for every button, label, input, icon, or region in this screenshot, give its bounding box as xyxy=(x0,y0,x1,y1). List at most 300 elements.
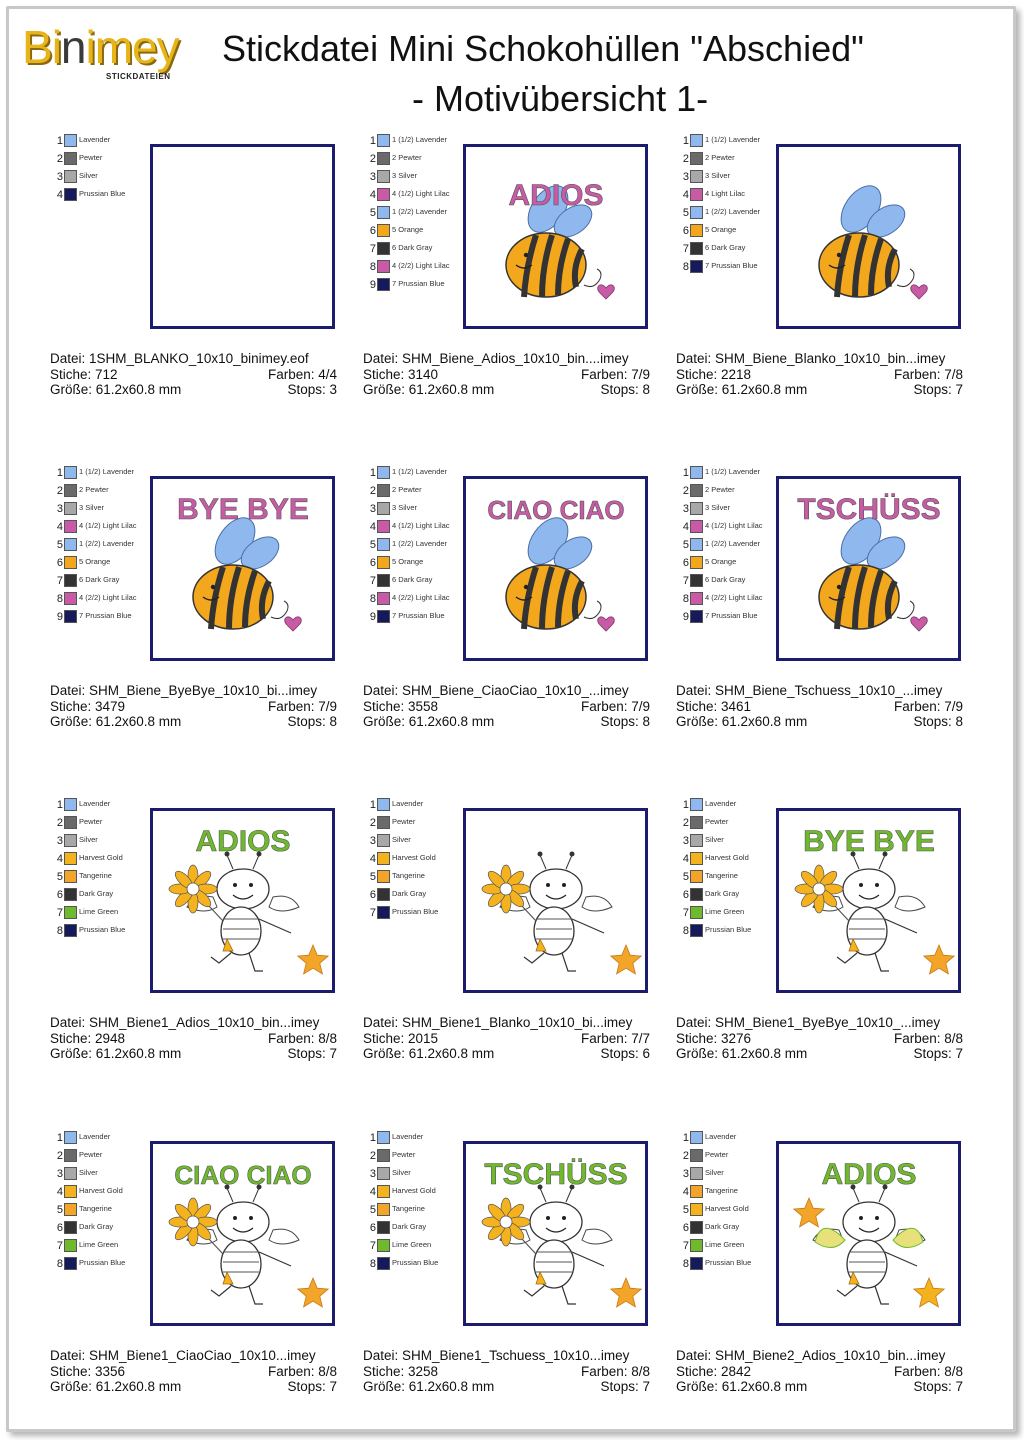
color-swatch xyxy=(64,816,77,829)
bee-illustration xyxy=(819,511,914,629)
stitch-count-value: Farben: 8/8 xyxy=(893,1363,963,1379)
file-name-label: Datei: SHM_Biene_Blanko_10x10_bin...imey xyxy=(676,351,946,366)
design-size-label: Größe: 61.2x60.8 mm xyxy=(50,714,182,729)
motif-card xyxy=(363,798,663,1083)
color-swatch xyxy=(377,538,390,551)
legend-row xyxy=(680,1257,780,1275)
stitch-count xyxy=(676,699,971,715)
legend-label: Tangerine xyxy=(705,1186,738,1195)
design-size-value: Stops: 8 xyxy=(600,714,650,729)
legend-label: Lavender xyxy=(392,1132,424,1141)
heart-icon xyxy=(598,285,615,299)
legend-row xyxy=(367,1257,467,1275)
legend-row xyxy=(367,260,467,278)
legend-number: 9 xyxy=(369,611,376,623)
legend-row xyxy=(54,152,154,170)
file-name-label: Datei: SHM_Biene_Adios_10x10_bin....imey xyxy=(363,351,629,366)
flower-icon xyxy=(169,1198,217,1246)
legend-row xyxy=(367,1203,467,1221)
logo-wordmark: Binimey xyxy=(22,21,179,73)
legend-number: 8 xyxy=(682,593,689,605)
stitch-count-label: Stiche: 712 xyxy=(50,366,118,382)
legend-label: Dark Gray xyxy=(705,889,740,898)
legend-label: 1 (1/2) Lavender xyxy=(79,467,135,476)
color-swatch xyxy=(377,1131,390,1144)
legend-number: 6 xyxy=(369,557,376,569)
legend-label: Prussian Blue xyxy=(79,1258,126,1267)
legend-row xyxy=(680,224,780,242)
legend-number: 2 xyxy=(682,1150,689,1162)
file-name-label: Datei: SHM_Biene1_Blanko_10x10_bi...imey xyxy=(363,1015,633,1030)
legend-number: 8 xyxy=(56,1258,63,1270)
legend-row xyxy=(54,1203,154,1221)
design-preview xyxy=(150,808,335,993)
legend-row xyxy=(680,1167,780,1185)
legend-number: 8 xyxy=(369,261,376,273)
binimey-logo xyxy=(22,22,212,82)
legend-label: Tangerine xyxy=(392,1204,425,1213)
legend-label: 1 (2/2) Lavender xyxy=(79,539,135,548)
legend-label: 4 Light Lilac xyxy=(705,189,746,198)
embroidered-word: BYE BYE xyxy=(177,493,309,526)
color-swatch xyxy=(377,1185,390,1198)
legend-row xyxy=(680,834,780,852)
color-swatch xyxy=(64,574,77,587)
legend-label: 7 Prussian Blue xyxy=(392,611,445,620)
legend-number: 8 xyxy=(369,1258,376,1270)
legend-label: Pewter xyxy=(705,817,729,826)
color-legend xyxy=(54,1131,154,1275)
legend-label: Pewter xyxy=(705,1150,729,1159)
file-name xyxy=(50,683,345,699)
legend-number: 8 xyxy=(369,593,376,605)
legend-label: Prussian Blue xyxy=(79,925,126,934)
legend-label: 7 Prussian Blue xyxy=(392,279,445,288)
motif-card xyxy=(676,134,976,419)
legend-row xyxy=(680,610,780,628)
motif-card xyxy=(363,134,663,419)
color-swatch xyxy=(377,224,390,237)
legend-number: 7 xyxy=(682,243,689,255)
legend-number: 8 xyxy=(682,261,689,273)
color-swatch xyxy=(690,834,703,847)
legend-number: 3 xyxy=(369,171,376,183)
color-swatch xyxy=(64,610,77,623)
legend-label: 1 (2/2) Lavender xyxy=(392,539,448,548)
file-name xyxy=(676,1015,971,1031)
color-legend xyxy=(54,134,154,206)
legend-label: 5 Orange xyxy=(392,225,424,234)
legend-number: 3 xyxy=(369,835,376,847)
legend-row xyxy=(367,1149,467,1167)
color-swatch xyxy=(377,260,390,273)
legend-row xyxy=(680,538,780,556)
legend-row xyxy=(367,1239,467,1257)
legend-number: 6 xyxy=(56,557,63,569)
color-swatch xyxy=(377,466,390,479)
color-swatch xyxy=(690,798,703,811)
stick-bee-illustration xyxy=(813,1185,925,1305)
color-swatch xyxy=(690,852,703,865)
design-size-label: Größe: 61.2x60.8 mm xyxy=(676,382,808,397)
legend-label: Dark Gray xyxy=(392,1222,427,1231)
legend-number: 6 xyxy=(369,225,376,237)
legend-number: 1 xyxy=(682,467,689,479)
legend-number: 5 xyxy=(682,539,689,551)
color-legend xyxy=(367,466,467,628)
color-swatch xyxy=(64,152,77,165)
legend-number: 7 xyxy=(682,575,689,587)
legend-number: 7 xyxy=(682,907,689,919)
stitch-count-label: Stiche: 3258 xyxy=(363,1363,439,1379)
legend-number: 7 xyxy=(369,907,376,919)
legend-label: 4 (2/2) Light Lilac xyxy=(392,593,450,602)
legend-number: 3 xyxy=(682,171,689,183)
legend-number: 2 xyxy=(682,817,689,829)
design-size-label: Größe: 61.2x60.8 mm xyxy=(50,1046,182,1061)
legend-label: Silver xyxy=(79,171,98,180)
color-swatch xyxy=(64,870,77,883)
color-swatch xyxy=(690,242,703,255)
legend-row xyxy=(54,538,154,556)
legend-row xyxy=(367,834,467,852)
color-swatch xyxy=(64,1185,77,1198)
design-size xyxy=(50,714,345,730)
stitch-count xyxy=(363,367,658,383)
color-swatch xyxy=(377,520,390,533)
design-size-value: Stops: 3 xyxy=(287,382,337,397)
color-swatch xyxy=(690,538,703,551)
page-subtitle: - Motivübersicht 1- xyxy=(412,78,709,119)
color-swatch xyxy=(377,610,390,623)
legend-label: Lavender xyxy=(705,1132,737,1141)
legend-number: 9 xyxy=(369,279,376,291)
legend-row xyxy=(54,502,154,520)
legend-row xyxy=(680,1239,780,1257)
color-swatch xyxy=(64,1203,77,1216)
legend-number: 8 xyxy=(56,925,63,937)
color-legend xyxy=(54,798,154,942)
legend-label: 1 (2/2) Lavender xyxy=(392,207,448,216)
legend-row xyxy=(54,1167,154,1185)
legend-number: 6 xyxy=(369,889,376,901)
legend-row xyxy=(680,1203,780,1221)
stitch-count-value: Farben: 8/8 xyxy=(893,1030,963,1046)
color-swatch xyxy=(377,870,390,883)
design-size-value: Stops: 6 xyxy=(600,1046,650,1061)
legend-row xyxy=(367,206,467,224)
legend-row xyxy=(680,502,780,520)
color-swatch xyxy=(377,834,390,847)
legend-row xyxy=(54,188,154,206)
legend-row xyxy=(367,816,467,834)
design-artwork xyxy=(779,147,958,326)
design-artwork xyxy=(153,147,332,326)
legend-number: 1 xyxy=(369,467,376,479)
legend-row xyxy=(367,798,467,816)
design-size-value: Stops: 7 xyxy=(913,1379,963,1394)
stitch-count xyxy=(50,367,345,383)
legend-label: Pewter xyxy=(79,153,103,162)
design-size xyxy=(676,714,971,730)
color-swatch xyxy=(690,816,703,829)
color-swatch xyxy=(377,1257,390,1270)
design-preview xyxy=(776,476,961,661)
legend-number: 7 xyxy=(56,907,63,919)
stitch-count xyxy=(50,1364,345,1380)
design-artwork xyxy=(466,1144,645,1323)
legend-row xyxy=(367,188,467,206)
legend-number: 2 xyxy=(369,485,376,497)
heart-icon xyxy=(285,617,302,631)
color-swatch xyxy=(377,134,390,147)
legend-number: 1 xyxy=(56,135,63,147)
legend-number: 3 xyxy=(56,1168,63,1180)
design-artwork xyxy=(779,1144,958,1323)
legend-row xyxy=(367,1167,467,1185)
legend-number: 1 xyxy=(56,467,63,479)
legend-row xyxy=(680,520,780,538)
legend-label: Lime Green xyxy=(705,1240,745,1249)
legend-row xyxy=(54,520,154,538)
legend-label: 4 (1/2) Light Lilac xyxy=(392,189,450,198)
design-size xyxy=(363,1046,658,1062)
file-name xyxy=(676,351,971,367)
legend-number: 4 xyxy=(369,521,376,533)
legend-number: 3 xyxy=(56,835,63,847)
color-legend xyxy=(680,798,780,942)
file-name-label: Datei: SHM_Biene1_CiaoCiao_10x10...imey xyxy=(50,1348,316,1363)
legend-row xyxy=(680,152,780,170)
design-artwork xyxy=(466,811,645,990)
color-legend xyxy=(54,466,154,628)
design-size-label: Größe: 61.2x60.8 mm xyxy=(676,714,808,729)
legend-number: 6 xyxy=(56,1222,63,1234)
legend-row xyxy=(367,152,467,170)
legend-row xyxy=(367,484,467,502)
legend-row xyxy=(367,224,467,242)
color-swatch xyxy=(64,834,77,847)
legend-number: 6 xyxy=(682,225,689,237)
color-swatch xyxy=(64,798,77,811)
legend-number: 7 xyxy=(369,575,376,587)
design-artwork xyxy=(153,479,332,658)
legend-row xyxy=(54,1149,154,1167)
color-swatch xyxy=(377,1167,390,1180)
design-size-label: Größe: 61.2x60.8 mm xyxy=(363,1046,495,1061)
embroidered-word: BYE BYE xyxy=(803,825,935,858)
color-swatch xyxy=(377,556,390,569)
legend-number: 5 xyxy=(56,1204,63,1216)
color-swatch xyxy=(690,592,703,605)
legend-number: 1 xyxy=(56,799,63,811)
color-swatch xyxy=(690,224,703,237)
legend-number: 4 xyxy=(369,189,376,201)
color-swatch xyxy=(64,188,77,201)
heart-icon xyxy=(598,617,615,631)
stitch-count-label: Stiche: 2842 xyxy=(676,1363,752,1379)
legend-row xyxy=(54,888,154,906)
color-swatch xyxy=(64,520,77,533)
legend-label: Lavender xyxy=(705,799,737,808)
legend-label: 2 Pewter xyxy=(392,485,422,494)
legend-label: 7 Prussian Blue xyxy=(705,611,758,620)
legend-label: 2 Pewter xyxy=(79,485,109,494)
legend-number: 7 xyxy=(56,1240,63,1252)
legend-label: Dark Gray xyxy=(79,1222,114,1231)
legend-label: Tangerine xyxy=(705,871,738,880)
stitch-count xyxy=(363,1364,658,1380)
legend-row xyxy=(367,870,467,888)
design-size-label: Größe: 61.2x60.8 mm xyxy=(50,382,182,397)
file-info xyxy=(676,351,971,398)
color-legend xyxy=(367,798,467,924)
color-swatch xyxy=(690,520,703,533)
legend-number: 2 xyxy=(56,817,63,829)
legend-label: Harvest Gold xyxy=(79,853,123,862)
legend-label: Silver xyxy=(392,835,411,844)
design-size xyxy=(50,1379,345,1395)
color-swatch xyxy=(377,152,390,165)
legend-number: 5 xyxy=(56,871,63,883)
color-swatch xyxy=(690,134,703,147)
design-size-value: Stops: 8 xyxy=(913,714,963,729)
legend-number: 1 xyxy=(369,1132,376,1144)
stitch-count-value: Farben: 4/4 xyxy=(267,366,337,382)
legend-number: 1 xyxy=(682,1132,689,1144)
design-artwork xyxy=(466,479,645,658)
legend-row xyxy=(54,906,154,924)
legend-number: 3 xyxy=(682,503,689,515)
legend-row xyxy=(54,574,154,592)
legend-row xyxy=(680,906,780,924)
legend-label: 4 (1/2) Light Lilac xyxy=(79,521,137,530)
legend-label: 1 (1/2) Lavender xyxy=(392,467,448,476)
legend-label: Prussian Blue xyxy=(392,907,439,916)
color-swatch xyxy=(690,924,703,937)
color-swatch xyxy=(377,1203,390,1216)
legend-label: 3 Silver xyxy=(392,503,418,512)
legend-number: 3 xyxy=(369,1168,376,1180)
color-swatch xyxy=(690,1149,703,1162)
legend-row xyxy=(680,1221,780,1239)
legend-number: 5 xyxy=(369,1204,376,1216)
legend-label: 6 Dark Gray xyxy=(79,575,120,584)
stick-bee-illustration xyxy=(500,1185,612,1305)
file-info xyxy=(50,1348,345,1395)
legend-row xyxy=(54,134,154,152)
file-info xyxy=(676,1015,971,1062)
bee-illustration xyxy=(506,511,601,629)
legend-number: 5 xyxy=(369,539,376,551)
stitch-count-label: Stiche: 3140 xyxy=(363,366,439,382)
legend-row xyxy=(680,888,780,906)
legend-row xyxy=(680,798,780,816)
design-size-value: Stops: 7 xyxy=(600,1379,650,1394)
legend-number: 3 xyxy=(56,171,63,183)
color-swatch xyxy=(377,816,390,829)
color-swatch xyxy=(377,278,390,291)
star-icon xyxy=(611,945,641,974)
stitch-count-value: Farben: 7/9 xyxy=(893,698,963,714)
legend-number: 4 xyxy=(682,1186,689,1198)
legend-row xyxy=(367,1185,467,1203)
legend-label: 7 Prussian Blue xyxy=(705,261,758,270)
file-name xyxy=(50,1015,345,1031)
stitch-count-label: Stiche: 3356 xyxy=(50,1363,126,1379)
legend-number: 4 xyxy=(682,189,689,201)
legend-number: 4 xyxy=(56,189,63,201)
design-preview xyxy=(463,476,648,661)
file-info xyxy=(363,683,658,730)
embroidered-word: TSCHÜSS xyxy=(484,1158,628,1191)
legend-row xyxy=(367,134,467,152)
color-swatch xyxy=(690,466,703,479)
legend-label: Harvest Gold xyxy=(79,1186,123,1195)
legend-label: Lavender xyxy=(79,135,111,144)
color-swatch xyxy=(377,906,390,919)
design-artwork xyxy=(153,811,332,990)
design-size xyxy=(676,1379,971,1395)
legend-row xyxy=(54,834,154,852)
legend-number: 1 xyxy=(682,799,689,811)
color-swatch xyxy=(690,906,703,919)
legend-number: 5 xyxy=(369,207,376,219)
legend-row xyxy=(367,170,467,188)
file-info xyxy=(363,1348,658,1395)
color-swatch xyxy=(690,152,703,165)
design-size xyxy=(50,382,345,398)
legend-label: Prussian Blue xyxy=(705,925,752,934)
file-name xyxy=(363,1015,658,1031)
embroidered-word: TSCHÜSS xyxy=(797,493,941,526)
legend-label: Dark Gray xyxy=(79,889,114,898)
legend-label: Silver xyxy=(79,835,98,844)
design-size-value: Stops: 7 xyxy=(913,382,963,397)
design-size-value: Stops: 7 xyxy=(913,1046,963,1061)
legend-label: 5 Orange xyxy=(392,557,424,566)
legend-number: 2 xyxy=(682,485,689,497)
legend-number: 7 xyxy=(56,575,63,587)
legend-number: 8 xyxy=(56,593,63,605)
legend-row xyxy=(680,134,780,152)
legend-label: Lime Green xyxy=(392,1240,432,1249)
legend-number: 3 xyxy=(56,503,63,515)
color-swatch xyxy=(377,888,390,901)
stick-bee-illustration xyxy=(813,852,925,972)
legend-number: 3 xyxy=(682,835,689,847)
legend-label: 4 (1/2) Light Lilac xyxy=(705,521,763,530)
color-legend xyxy=(680,466,780,628)
design-size-label: Größe: 61.2x60.8 mm xyxy=(363,382,495,397)
color-swatch xyxy=(64,888,77,901)
color-swatch xyxy=(377,206,390,219)
legend-label: 3 Silver xyxy=(705,503,731,512)
design-size xyxy=(363,1379,658,1395)
legend-number: 5 xyxy=(369,871,376,883)
color-swatch xyxy=(690,502,703,515)
legend-label: 4 (1/2) Light Lilac xyxy=(392,521,450,530)
legend-row xyxy=(54,1185,154,1203)
stitch-count-value: Farben: 7/9 xyxy=(580,698,650,714)
heart-icon xyxy=(911,617,928,631)
legend-label: 2 Pewter xyxy=(705,153,735,162)
legend-row xyxy=(54,924,154,942)
logo-subtitle: STICKDATEIEN xyxy=(106,72,171,81)
legend-row xyxy=(367,610,467,628)
legend-number: 8 xyxy=(682,1258,689,1270)
color-swatch xyxy=(690,484,703,497)
